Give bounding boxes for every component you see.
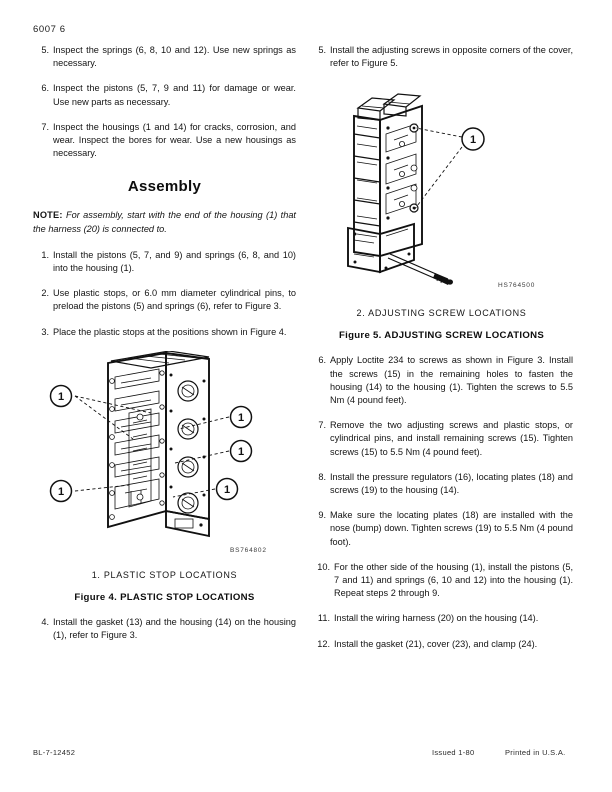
list-item-text: Inspect the housings (1 and 14) for cracks, corrosion, and wear. Inspect the bores for wear. Use a new housings as necessary. bbox=[53, 121, 296, 159]
housing-left-face bbox=[354, 116, 380, 256]
list-item-text: Remove the two adjusting screws and plastic stops, or cylindrical pins, and install remaining screws (15). Tighten screws (15) to 5.5 Nm (4 pound feet). bbox=[330, 420, 573, 457]
list-item-number: 5. bbox=[318, 45, 326, 55]
note-text: For assembly, start with the end of the housing (1) that the harness (20) is connected to. bbox=[33, 210, 296, 234]
list-item bbox=[310, 354, 573, 407]
figure-5-title: ADJUSTING SCREW LOCATIONS bbox=[384, 330, 545, 342]
list-item bbox=[33, 616, 296, 642]
figure-4-illustration bbox=[33, 351, 296, 566]
list-item bbox=[310, 561, 573, 601]
callout-1-right-upper bbox=[231, 406, 252, 427]
callout-number: 1 bbox=[57, 485, 65, 498]
list-item bbox=[310, 638, 573, 651]
disassembly-inspection-list bbox=[33, 44, 296, 160]
assembly-note bbox=[33, 209, 296, 235]
list-item-number: 4. bbox=[41, 616, 49, 627]
assembly-list-left bbox=[33, 249, 296, 339]
callout-number: 1 bbox=[237, 411, 245, 424]
adjusting-screw bbox=[388, 254, 453, 285]
list-item-text: Place the plastic stops at the positions shown in Figure 4. bbox=[53, 326, 287, 337]
list-item-text: Install the pressure regulators (16), locating plates (18) and screws (19) to the housing (14). bbox=[330, 471, 573, 496]
assembly-list-right-pre-figure bbox=[310, 44, 573, 70]
list-item-text: Apply Loctite 234 to screws as shown in Figure 3. Install the screws (15) in the remaining holes to fasten the housing (14) to the housing (1). Tighten the screws to 5.5 Nm (4 pound feet). bbox=[330, 355, 573, 406]
list-item-number: 9. bbox=[318, 510, 326, 521]
list-item-number: 8. bbox=[318, 471, 326, 482]
list-item bbox=[310, 419, 573, 459]
footer-issued-date: Issued 1-80 bbox=[432, 748, 475, 757]
figure-4-legend: 1. PLASTIC STOP LOCATIONS bbox=[91, 569, 238, 580]
callout-1-left-upper bbox=[51, 385, 72, 406]
figure-5-block bbox=[310, 82, 573, 304]
footer-printed-in: Printed in U.S.A. bbox=[505, 748, 566, 757]
figure-4-title: PLASTIC STOP LOCATIONS bbox=[120, 591, 255, 603]
figure-4-caption bbox=[33, 592, 296, 603]
section-heading-assembly: Assembly bbox=[127, 178, 202, 196]
housing-front-face bbox=[380, 106, 422, 256]
list-item bbox=[310, 471, 573, 497]
callout-1-right-middle bbox=[231, 440, 252, 461]
illustration-code: BS764802 bbox=[230, 546, 267, 554]
list-item-text: Inspect the pistons (5, 7, 9 and 11) for damage or wear. Use new parts as necessary. bbox=[53, 83, 296, 107]
illustration-code: HS764500 bbox=[498, 282, 536, 290]
list-item bbox=[310, 612, 573, 625]
list-item bbox=[33, 121, 296, 161]
list-item-text: Inspect the springs (6, 8, 10 and 12). Use new springs as necessary. bbox=[53, 45, 296, 69]
callout-number: 1 bbox=[237, 445, 245, 458]
list-item bbox=[33, 249, 296, 275]
assembly-list-left-continued bbox=[33, 616, 296, 642]
left-column bbox=[33, 44, 296, 654]
list-item-number: 10. bbox=[317, 561, 330, 572]
list-item-text: Install the wiring harness (20) on the housing (14). bbox=[334, 613, 539, 624]
list-item-number: 1. bbox=[41, 249, 49, 260]
list-item-text: Make sure the locating plates (18) are installed with the nose (bump) down. Tighten screws (19) to 5.5 Nm (4 pound foot). bbox=[330, 510, 573, 547]
list-item bbox=[33, 82, 296, 108]
figure-5-caption bbox=[310, 330, 573, 341]
valve-body-rear-plate bbox=[108, 353, 166, 527]
leader-line bbox=[175, 451, 229, 463]
figure-5-illustration bbox=[310, 82, 573, 304]
list-item-number: 7. bbox=[41, 121, 49, 132]
list-item-text: For the other side of the housing (1), install the pistons (5, 7 and 11) and springs (6, 10 and 12) into the housing (1). Repeat steps 2 through 9. bbox=[334, 561, 573, 599]
list-item-text: Use plastic stops, or 6.0 mm diameter cylindrical pins, to preload the pistons (5) and springs (6), refer to Figure 3. bbox=[53, 288, 296, 312]
list-item bbox=[33, 287, 296, 313]
list-item-number: 2. bbox=[41, 288, 49, 299]
list-item bbox=[33, 44, 296, 70]
callout-1-right-figure bbox=[462, 128, 484, 150]
right-column bbox=[310, 44, 573, 663]
list-item-text: Install the gasket (13) and the housing (14) on the housing (1), refer to Figure 3. bbox=[53, 616, 296, 641]
callout-number: 1 bbox=[57, 390, 65, 403]
list-item-text: Install the gasket (21), cover (23), and clamp (24). bbox=[334, 638, 538, 649]
list-item-number: 6. bbox=[318, 355, 326, 366]
list-item bbox=[310, 509, 573, 549]
list-item-number: 12. bbox=[317, 638, 330, 649]
list-item bbox=[310, 44, 573, 70]
footer-form-number: BL-7-12452 bbox=[33, 748, 76, 757]
callout-number: 1 bbox=[469, 134, 477, 147]
assembly-list-right bbox=[310, 354, 573, 650]
list-item-text: Install the adjusting screws in opposite corners of the cover, refer to Figure 5. bbox=[330, 45, 573, 69]
figure-5-legend: 2. ADJUSTING SCREW LOCATIONS bbox=[356, 308, 527, 319]
page-footer bbox=[0, 748, 612, 764]
figure-5-number: Figure 5. bbox=[338, 330, 382, 342]
figure-4-number: Figure 4. bbox=[74, 591, 118, 603]
note-label: NOTE: bbox=[33, 210, 63, 221]
figure-4-block bbox=[33, 351, 296, 566]
list-item-number: 7. bbox=[318, 420, 326, 431]
list-item-number: 11. bbox=[317, 613, 330, 624]
callout-number: 1 bbox=[223, 483, 231, 496]
callout-1-left-lower bbox=[51, 480, 72, 501]
list-item-number: 6. bbox=[41, 83, 49, 94]
list-item-text: Install the pistons (5, 7, and 9) and springs (6, 8, and 10) into the housing (1). bbox=[53, 249, 296, 274]
list-item bbox=[33, 326, 296, 339]
list-item-number: 3. bbox=[41, 326, 49, 337]
list-item-number: 5. bbox=[41, 45, 49, 55]
valve-body-front-housing bbox=[166, 353, 209, 536]
callout-1-right-lower bbox=[217, 478, 238, 499]
page-header-code: 6007 6 bbox=[33, 24, 66, 35]
